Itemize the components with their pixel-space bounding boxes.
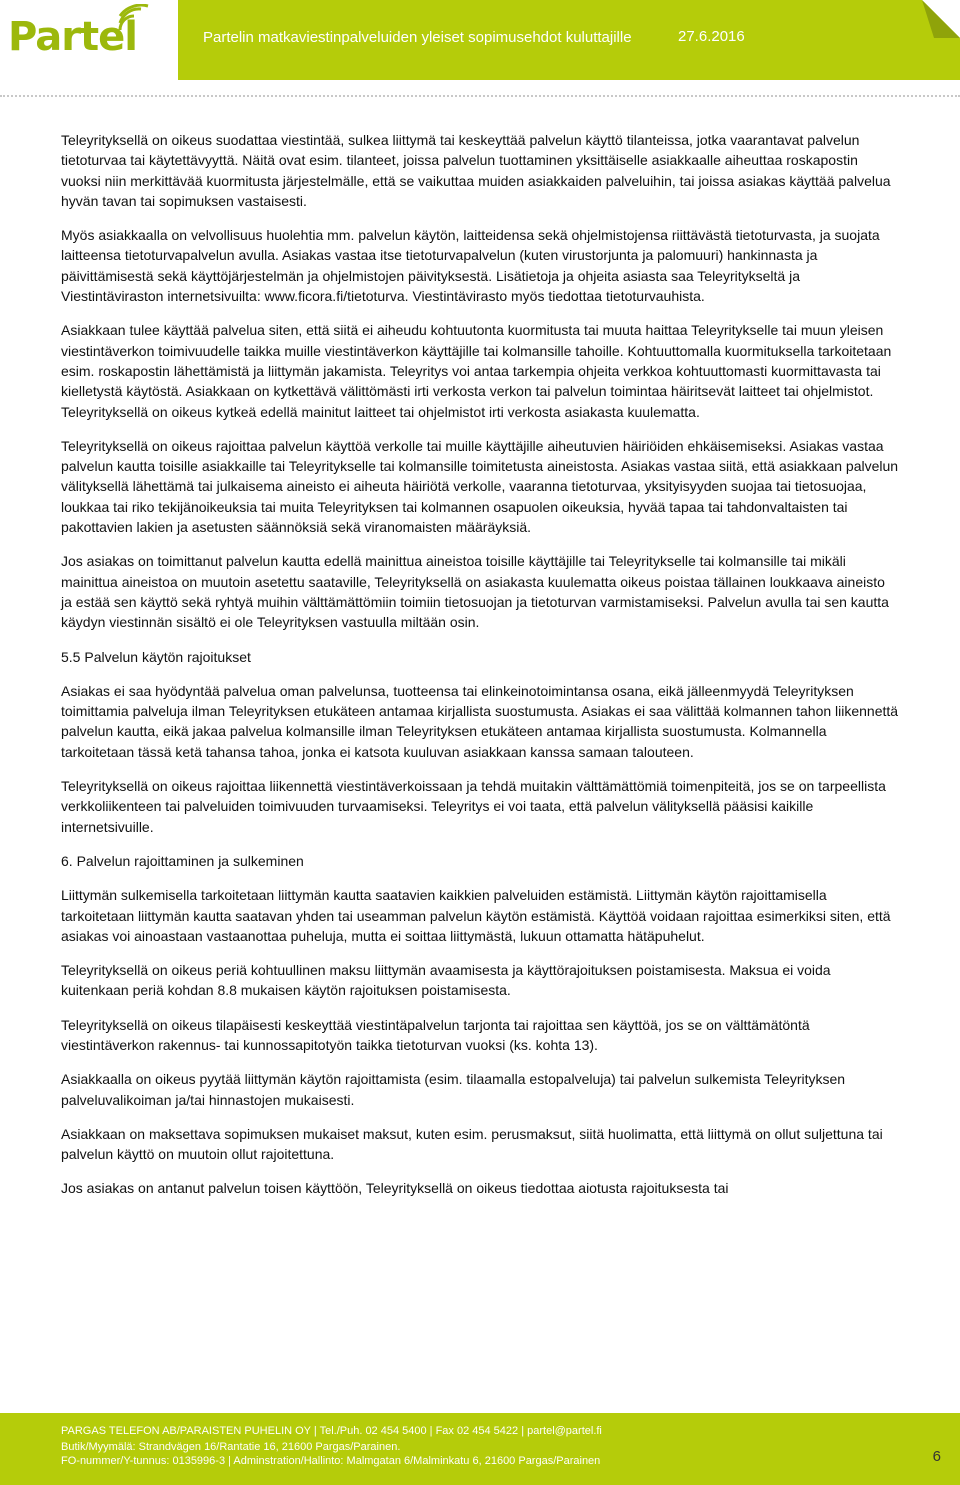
- paragraph: Teleyrityksellä on oikeus suodattaa viestintää, sulkea liittymä tai keskeyttää palvelun käyttö tilanteissa, jotka vaarantavat palvelun tietoturvaa tai käytettävyyttä. Näitä ovat esim. tilanteet, joissa palvelun tuottaminen yksittäiselle asiakkaalle aiheuttaa roskapostin vuoksi niin merkittävää kuormitusta järjestelmälle, että se vaikuttaa muiden asiakkaiden palveluihin, tai joissa asiakas käyttää palvelua hyvän tavan tai sopimuksen vastaisesti.: [61, 132, 891, 209]
- paragraph: Asiakkaalla on oikeus pyytää liittymän käytön rajoittamista (esim. tilaamalla estopalveluja) tai palvelun sulkemista Teleyrityksen palveluvalikoiman ja/tai hinnastojen mukaisesti.: [61, 1071, 846, 1108]
- document-date: 27.6.2016: [678, 28, 745, 45]
- section-heading: 6. Palvelun rajoittaminen ja sulkeminen: [61, 852, 304, 869]
- footer-business-id-line: FO-nummer/Y-tunnus: 0135996-3 | Adminstration/Hallinto: Malmgatan 6/Malminkatu 6, 21600 Pargas/Parainen: [61, 1455, 601, 1467]
- paragraph: Liittymän sulkemisella tarkoitetaan liittymän kautta saatavien kaikkien palveluiden estämistä. Liittymän käytön rajoittamisella tarkoitetaan liittymän kautta saatavan yhden tai useamman palvelun käytön estämistä. Käyttöä voidaan rajoittaa esimerkiksi siten, että asiakas voi ainoastaan vastaanottaa puheluja, mutta ei soittaa liittymästä, lukuun ottamatta hätäpuhelut.: [61, 887, 891, 944]
- page-corner-fold-icon: [922, 0, 960, 38]
- paragraph: Teleyrityksellä on oikeus periä kohtuullinen maksu liittymän avaamisesta ja käyttörajoituksen poistamisesta. Maksua ei voida kuitenkaan periä kohdan 8.8 mukaisen käytön rajoituksen poistamisesta.: [61, 962, 831, 999]
- signal-waves-icon: [116, 4, 152, 38]
- page-footer: [0, 1413, 960, 1485]
- section-heading: 5.5 Palvelun käytön rajoitukset: [61, 648, 251, 665]
- document-body: [61, 130, 899, 1213]
- document-title: Partelin matkaviestinpalveluiden yleiset sopimusehdot kuluttajille: [203, 29, 632, 46]
- page-number: 6: [932, 1448, 941, 1465]
- logo-text: Partel: [8, 14, 137, 60]
- paragraph: Asiakkaan on maksettava sopimuksen mukaiset maksut, kuten esim. perusmaksut, siitä huolimatta, että liittymä on ollut suljettuna tai palvelun käyttö on muutoin ollut rajoitettuna.: [61, 1125, 883, 1163]
- paragraph: Jos asiakas on toimittanut palvelun kautta edellä mainittua aineistoa toisille käyttäjille tai Teleyritykselle tai kolmansille tai mikäli mainittua aineistoa on muutoin asetettu saataville, Teleyrityksellä on asiakasta kuulematta oikeus poistaa tällainen loukkaava aineisto ja estää sen käyttö sekä ryhtyä muihin välttämättömiin toimiin tietosuojan ja tietoturvan varmistamiseksi. Palvelun avulla tai sen kautta käydyn viestinnän sisältö ei ole Teleyrityksen vastuulla miltään osin.: [61, 553, 889, 631]
- paragraph: Teleyrityksellä on oikeus rajoittaa liikennettä viestintäverkoissaan ja tehdä muitakin välttämättömiä toimenpiteitä, jos se on tarpeellista verkkoliikenteen tai palveluiden toimivuuden turvaamiseksi. Teleyritys ei voi taata, että palvelun välityksellä pääsisi kaikille internetsivuille.: [61, 778, 886, 835]
- page-header: [0, 0, 960, 80]
- footer-contact-line: PARGAS TELEFON AB/PARAISTEN PUHELIN OY | Tel./Puh. 02 454 5400 | Fax 02 454 5422 | partel@partel.fi: [61, 1425, 602, 1437]
- header-divider: [0, 95, 960, 97]
- footer-address-line: Butik/Myymälä: Strandvägen 16/Rantatie 16, 21600 Pargas/Parainen.: [61, 1441, 401, 1453]
- paragraph: Teleyrityksellä on oikeus tilapäisesti keskeyttää viestintäpalvelun tarjonta tai rajoittaa sen käyttöä, jos se on välttämätöntä viestintäverkon rakennus- tai kunnossapitotyön taikka tietoturvan vuoksi (ks. kohta 13).: [61, 1016, 810, 1053]
- paragraph: Teleyrityksellä on oikeus rajoittaa palvelun käyttöä verkolle tai muille käyttäjille aiheutuvien häiriöiden ehkäisemiseksi. Asiakas vastaa palvelun kautta toisille asiakkaille tai Teleyritykselle tai kolmansille toimitetusta aineistosta. Asiakas vastaa siitä, että asiakkaan palvelun välityksellä lähettämä tai julkaisema aineisto ei aiheuta häiriötä verkolle, vaaranna tietoturvaa, yksityisyyden suojaa tai tietosuojaa, loukkaa tai riko tekijänoikeuksia tai muita Teleyrityksen tai kolmannen osapuolen oikeuksia, hyvää tapaa tai tahdonvaltaisten tai pakottavien lakien ja asetusten säännöksiä sekä viranomaisten määräyksiä.: [61, 437, 899, 536]
- paragraph: Asiakkaan tulee käyttää palvelua siten, että siitä ei aiheudu kohtuutonta kuormitusta tai muuta haittaa Teleyritykselle tai muun yleisen viestintäverkon toimivuudelle taikka muille viestintäverkon käyttäjille tai kolmansille tahoille. Kohtuuttomalla kuormituksella tarkoitetaan esim. roskapostin lähettämistä ja liittymän jakamista. Teleyritys voi antaa tarkempia ohjeita verkkoa kohtuuttomasti kuormittavasta tai kielletystä käytöstä. Asiakkaan on kytkettävä välittömästi irti verkosta verkon tai palvelun toimintaa häiritsevät laitteet tai ohjelmistot. Teleyrityksellä on oikeus kytkeä edellä mainitut laitteet tai ohjelmistot irti verkosta asiakasta kuulematta.: [61, 322, 892, 420]
- paragraph: Asiakas ei saa hyödyntää palvelua oman palvelunsa, tuotteensa tai elinkeinotoimintansa osana, eikä jälleenmyydä Teleyrityksen toimittamia palveluja ilman Teleyrityksen etukäteen antamaa kirjallista suostumusta. Asiakas ei saa välittää kolmannen tahon liikennettä palvelun kautta, eikä jakaa palvelua kolmansille ilman Teleyrityksen etukäteen antamaa kirjallista suostumusta. Kolmannella tarkoitetaan tässä ketä tahansa tahoa, jonka ei katsota kuuluvan asiakkaan kanssa samaan talouteen.: [61, 682, 899, 760]
- paragraph: Jos asiakas on antanut palvelun toisen käyttöön, Teleyrityksellä on oikeus tiedottaa aiotusta rajoituksesta tai: [61, 1180, 729, 1197]
- paragraph: Myös asiakkaalla on velvollisuus huolehtia mm. palvelun käytön, laitteidensa sekä ohjelmistojensa riittävästä tietoturvasta, ja suojata laitteensa tietoturvapalvelun avulla. Asiakas vastaa itse tietoturvapalvelun (kuten virustorjunta ja palomuuri) hankinnasta ja päivittämisestä sekä käyttöjärjestelmän ja ohjelmistojen päivityksestä. Lisätietoja ja ohjeita asiasta saa Teleyritykseltä ja Viestintäviraston internetsivuilta: www.ficora.fi/tietoturva. Viestintävirasto myös tiedottaa tietoturvauhista.: [61, 227, 880, 305]
- partel-logo: [0, 0, 178, 80]
